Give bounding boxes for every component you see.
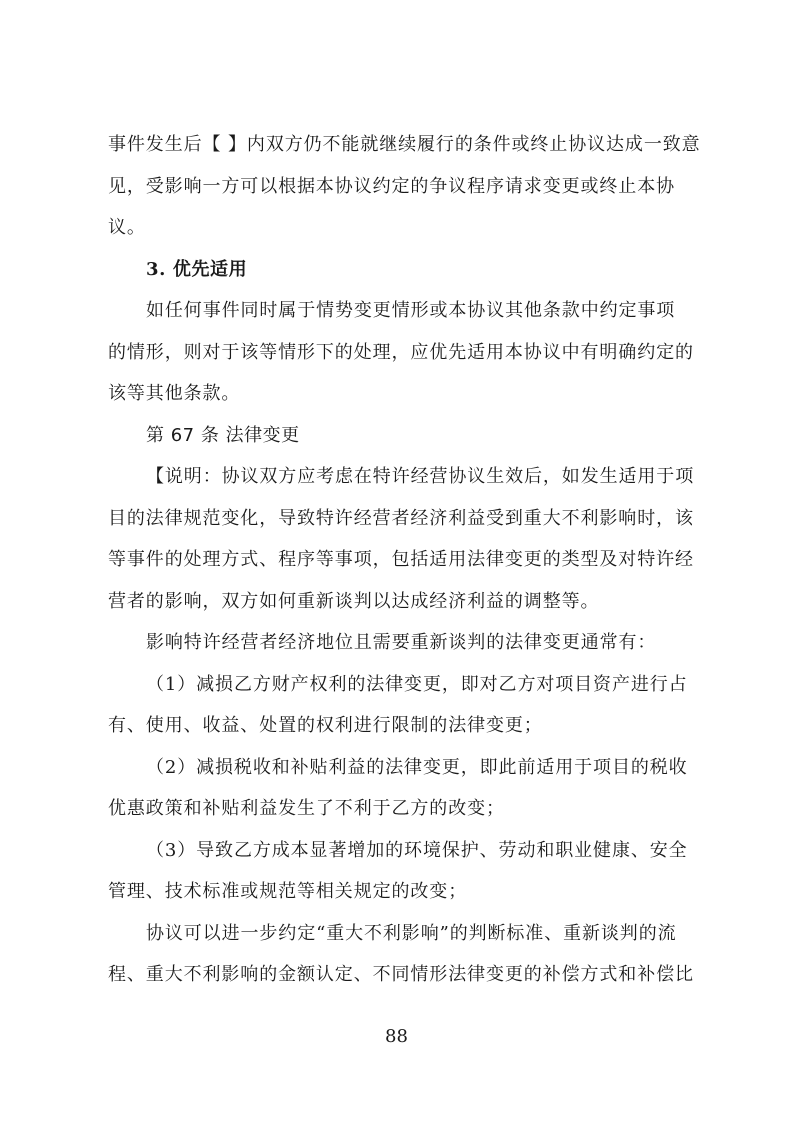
paragraph-line: 事件发生后【 】内双方仍不能就继续履行的条件或终止协议达成一致意 [108,134,701,155]
paragraph-line: 【说明：协议双方应考虑在特许经营协议生效后，如发生适用于项 [146,466,695,487]
paragraph-line: 如任何事件同时属于情势变更情形或本协议其他条款中约定事项 [146,300,676,321]
page-number: 88 [385,1026,408,1047]
section-heading: 3. 优先适用 [146,259,248,280]
list-item-line: （2）减损税收和补贴利益的法律变更，即此前适用于项目的税收 [146,757,688,778]
paragraph-line: 程、重大不利影响的金额认定、不同情形法律变更的补偿方式和补偿比 [108,964,694,985]
paragraph-line: 影响特许经营者经济地位且需要重新谈判的法律变更通常有： [146,632,657,653]
paragraph-line: 议。 [108,217,146,238]
article-heading: 第 67 条 法律变更 [146,425,300,446]
paragraph-line: 等事件的处理方式、程序等事项，包括适用法律变更的类型及对特许经 [108,549,694,570]
list-item-line: 优惠政策和补贴利益发生了不利于乙方的改变； [108,798,505,819]
list-item-line: 管理、技术标准或规范等相关规定的改变； [108,881,468,902]
list-item-line: 有、使用、收益、处置的权利进行限制的法律变更； [108,715,543,736]
paragraph-line: 的情形，则对于该等情形下的处理，应优先适用本协议中有明确约定的 [108,342,694,363]
paragraph-line: 营者的影响，双方如何重新谈判以达成经济利益的调整等。 [108,591,600,612]
paragraph-line: 该等其他条款。 [108,383,241,404]
paragraph-line: 见，受影响一方可以根据本协议约定的争议程序请求变更或终止本协 [108,176,675,197]
list-item-line: （1）减损乙方财产权利的法律变更，即对乙方对项目资产进行占 [146,674,688,695]
list-item-line: （3）导致乙方成本显著增加的环境保护、劳动和职业健康、安全 [146,840,688,861]
paragraph-line: 目的法律规范变化，导致特许经营者经济利益受到重大不利影响时，该 [108,508,694,529]
paragraph-line: 协议可以进一步约定“重大不利影响”的判断标准、重新谈判的流 [146,923,677,944]
